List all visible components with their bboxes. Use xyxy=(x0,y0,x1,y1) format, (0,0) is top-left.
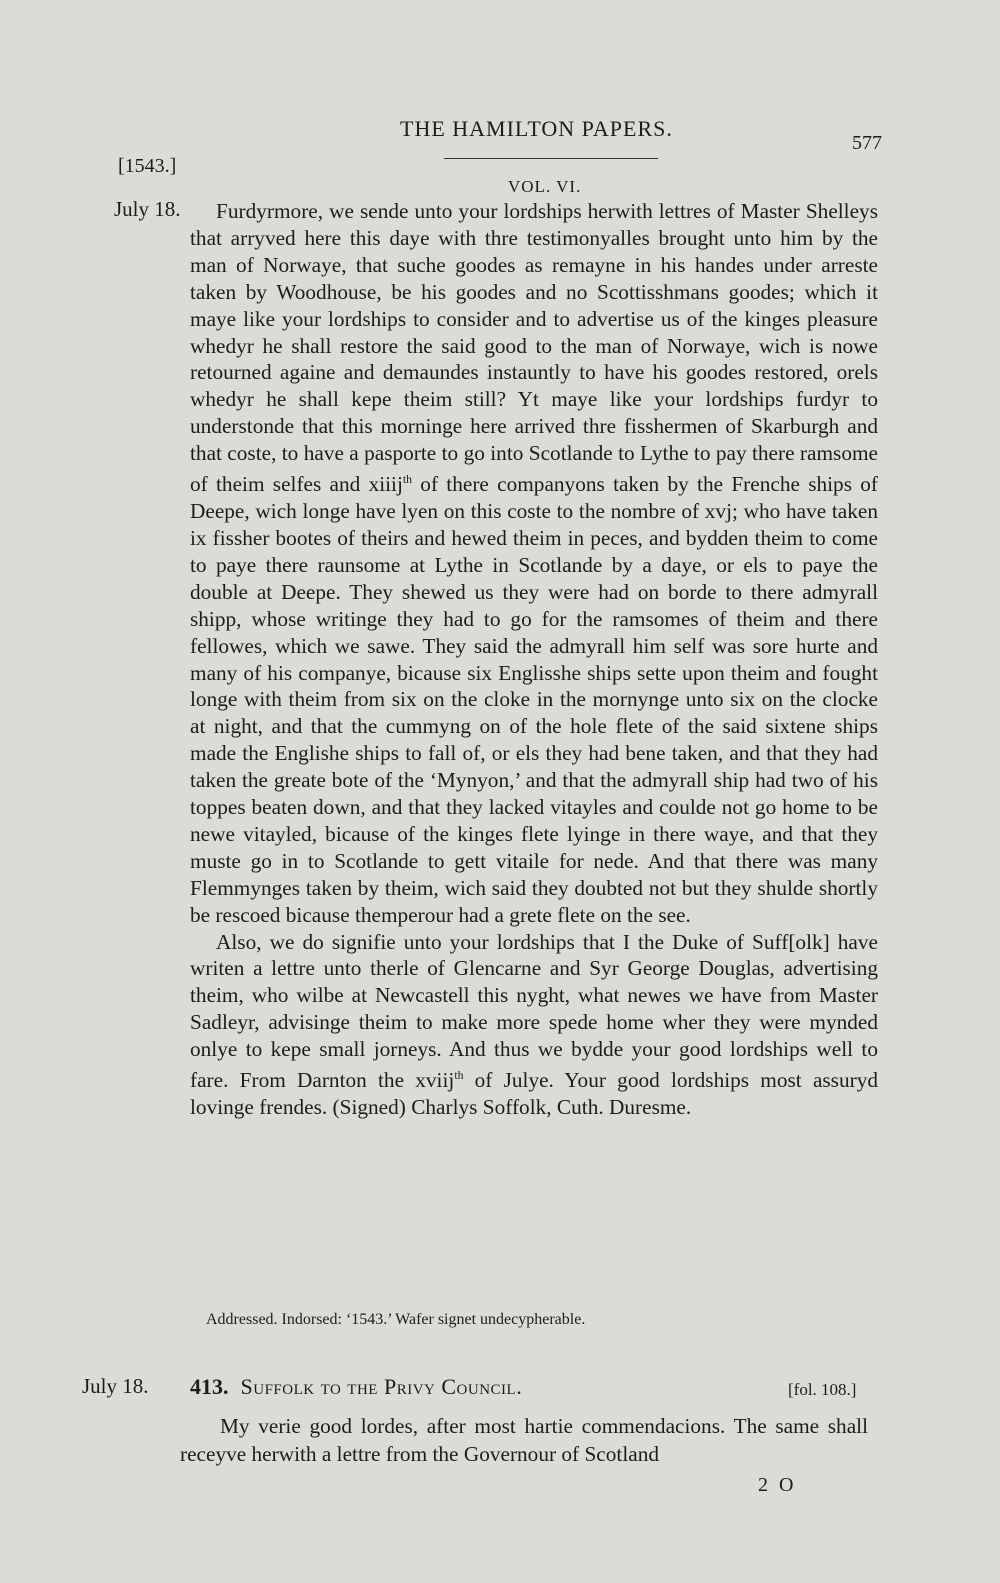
paragraph-2-text-a: Also, we do signifie unto your lordships that I the Duke of Suff[olk] have writen a lettre unto therle of Glencarne and Syr George Douglas, advertising theim, who wilbe at Newcastell this nyght, what newes we have from Master Sadleyr, advisinge theim to make more spede home wher they were mynded onlye to kepe small jorneys. And thus we bydde your good lordships well to fare. From Darnton the xviij xyxy=(190,929,878,1093)
margin-year: [1543.] xyxy=(118,155,177,177)
header-rule xyxy=(444,158,658,159)
margin-date-1: July 18. xyxy=(114,197,181,221)
paragraph-1-text-b: of there companyons taken by the Frenche ships of Deepe, wich longe have lyen on this coste to the nombre of xvj; who have taken ix fissher bootes of theirs and hewed theim in peces, and bydden theim to come to paye there raunsome at Lythe in Scotlande by a daye, or els to paye the double at Deepe. They shewed us they were had on borde to there admyrall shipp, whose writinge they had to go for the ramsomes of theim and there fellowes, which we sawe. They said the admyrall him self was sore hurte and many of his companye, bicause six Englisshe ships sette upon theim and fought longe with theim from six on the cloke in the mornynge unto six on the clocke at night, and that the cummyng on of the hole flete of the said sixtene ships made the Englishe ships to fall of, or els they had bene taken, and that they had taken the greate bote of the ‘Mynyon,’ and that the admyrall ship had two of his toppes beaten down, and that they lacked vitayles and coulde not go home to be newe vitayled, bicause of the kinges flete lyinge in there waye, and that they muste go in to Scotlande to gett vitaile for nede. And that there was many Flemmynges taken by theim, wich said they doubted not but they shulde shortly be rescoed bicause themperour had a grete flete on the see. xyxy=(190,472,878,927)
paragraph-1 xyxy=(190,198,878,929)
running-title: THE HAMILTON PAPERS. xyxy=(400,116,673,141)
letter-number: 413. xyxy=(190,1374,229,1399)
letter-heading xyxy=(190,1374,522,1400)
letter-title: Suffolk to the Privy Council. xyxy=(240,1374,523,1399)
folio-reference: [fol. 108.] xyxy=(788,1380,857,1399)
endorsement-note: Addressed. Indorsed: ‘1543.’ Wafer signet undecypherable. xyxy=(206,1311,586,1328)
letter-body xyxy=(190,198,878,1121)
paragraph-2-text-b: of Julye. Your good lordships most assuryd lovinge frendes. (Signed) Charlys Soffolk, Cuth. Duresme. xyxy=(190,1068,879,1120)
page-number: 577 xyxy=(852,132,882,154)
signature-mark: 2 O xyxy=(758,1474,797,1496)
paragraph-2 xyxy=(190,929,878,1121)
superscript-1: th xyxy=(402,473,413,487)
opening-paragraph: My verie good lordes, after most hartie commendacions. The same shall receyve herwith a lettre from the Governour of Scotland xyxy=(180,1414,868,1466)
paragraph-1-text-a: Furdyrmore, we sende unto your lordships herwith lettres of Master Shelleys that arryved here this daye with thre testimonyalles brought unto him by the man of Norwaye, that suche goodes as remayne in his handes under arreste taken by Woodhouse, be his goodes and no Scottisshmans goodes; which it maye like your lordships to consider and to advertise us of the kinges pleasure whedyr he shall restore the said good to the man of Norwaye, wich is nowe retourned againe and demaundes instauntly to have his goodes restored, orels whedyr he shall kepe theim still? Yt maye like your lordships furdyr to understonde that this morninge here arrived thre fisshermen of Skarburgh and that coste, to have a pasporte to go into Scotlande to Lythe to pay there ramsome of theim selfes and xiiij xyxy=(190,199,878,497)
superscript-2: th xyxy=(454,1069,464,1083)
volume-label: VOL. VI. xyxy=(508,177,582,196)
letter-opening xyxy=(180,1412,868,1468)
margin-date-2: July 18. xyxy=(82,1374,149,1398)
